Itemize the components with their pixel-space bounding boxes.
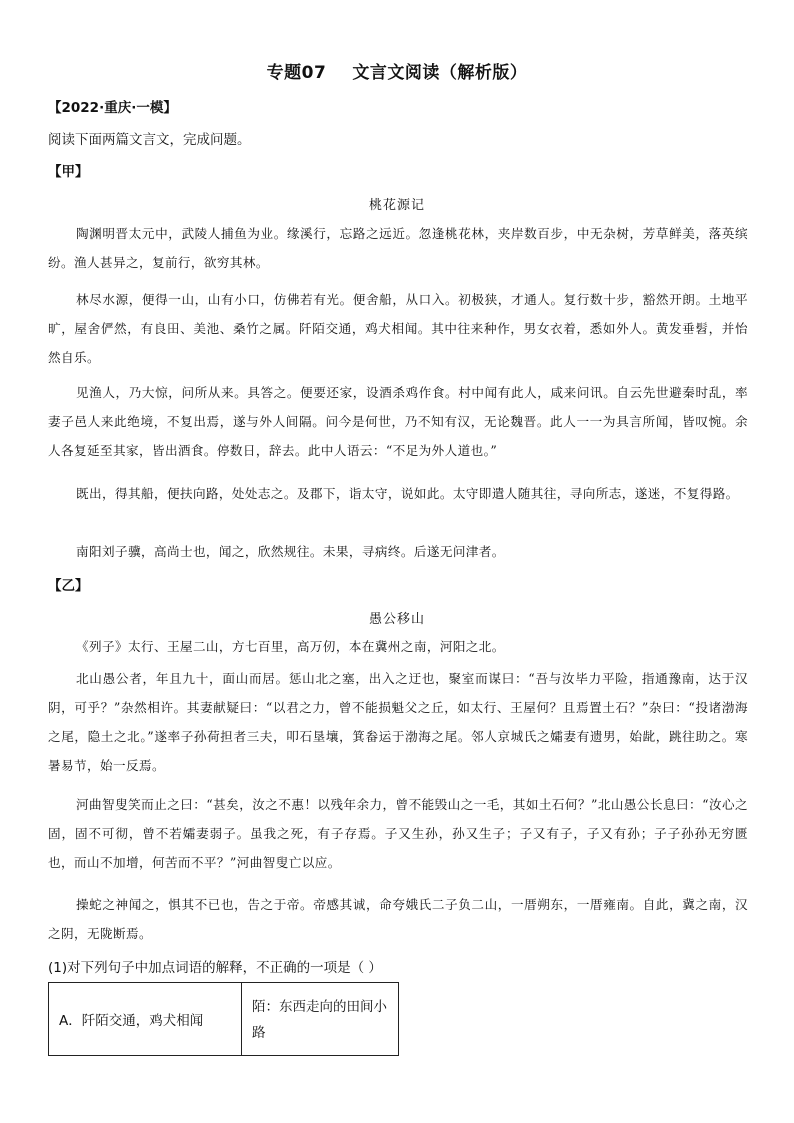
passage-b-label: 【乙】	[48, 578, 89, 594]
passage-b-paragraph: 河曲智叟笑而止之曰：“甚矣，汝之不惠！以残年余力，曾不能毁山之一毛，其如土石何？”北山愚公长息曰：“汝心之固，固不可彻，曾不若孀妻弱子。虽我之死，有子存焉。子又生孙，孙又生子；子又有子，子又有孙；子子孙孙无穷匮也，而山不加增，何苦而不平？”河曲智叟亡以应。	[48, 797, 748, 870]
options-table	[48, 982, 399, 1056]
option-a-sentence: A．阡陌交通，鸡犬相闻	[49, 983, 242, 1056]
passage-b-paragraph: 操蛇之神闻之，惧其不已也，告之于帝。帝感其诚，命夸娥氏二子负二山，一厝朔东，一厝雍南。自此，冀之南，汉之阴，无陇断焉。	[48, 897, 748, 941]
passage-a-title: 桃花源记	[368, 198, 425, 213]
passage-a-label: 【甲】	[48, 164, 89, 180]
passage-a-paragraph: 既出，得其船，便扶向路，处处志之。及郡下，诣太守，说如此。太守即遣人随其往，寻向所志，遂迷，不复得路。	[76, 486, 739, 501]
passage-b-paragraph: 《列子》太行、王屋二山，方七百里，高万仞，本在冀州之南，河阳之北。	[76, 639, 505, 654]
source-tag: 【2022·重庆·一模】	[48, 100, 177, 116]
instruction: 阅读下面两篇文言文，完成问题。	[48, 132, 251, 148]
passage-b-paragraph: 北山愚公者，年且九十，面山而居。惩山北之塞，出入之迂也，聚室而谋曰：“吾与汝毕力平险，指通豫南，达于汉阴，可乎？”杂然相许。其妻献疑曰：“以君之力，曾不能损魁父之丘，如太行、王屋何？且焉置土石？”杂曰：“投诸渤海之尾，隐土之北。”遂率子孙荷担者三夫，叩石垦壤，箕畚运于渤海之尾。邻人京城氏之孀妻有遗男，始龀，跳往助之。寒暑易节，始一反焉。	[48, 671, 748, 773]
title-text: 文言文阅读（解析版）	[352, 63, 528, 83]
passage-a-paragraph: 南阳刘子骥，高尚士也，闻之，欣然规往。未果，寻病终。后遂无问津者。	[76, 544, 505, 559]
passage-a-paragraph: 陶渊明晋太元中，武陵人捕鱼为业。缘溪行，忘路之远近。忽逢桃花林，夹岸数百步，中无杂树，芳草鲜美，落英缤纷。渔人甚异之，复前行，欲穷其林。	[48, 226, 748, 270]
option-a-explanation: 陌：东西走向的田间小路	[242, 983, 399, 1056]
passage-a-paragraph: 见渔人，乃大惊，问所从来。具答之。便要还家，设酒杀鸡作食。村中闻有此人，咸来问讯。自云先世避秦时乱，率妻子邑人来此绝境，不复出焉，遂与外人间隔。问今是何世，乃不知有汉，无论魏晋。此人一一为具言所闻，皆叹惋。余人各复延至其家，皆出酒食。停数日，辞去。此中人语云：“不足为外人道也。”	[48, 385, 748, 458]
passage-b-title: 愚公移山	[368, 612, 425, 627]
passage-a-paragraph: 林尽水源，便得一山，山有小口，仿佛若有光。便舍船，从口入。初极狭，才通人。复行数十步，豁然开朗。土地平旷，屋舍俨然，有良田、美池、桑竹之属。阡陌交通，鸡犬相闻。其中往来种作，男女衣着，悉如外人。黄发垂髫，并怡然自乐。	[48, 292, 748, 365]
table-row	[49, 983, 399, 1056]
title-number: 专题07	[266, 63, 327, 83]
question-1: (1)对下列句子中加点词语的解释，不正确的一项是（ ）	[48, 960, 382, 976]
page-title	[0, 58, 794, 83]
